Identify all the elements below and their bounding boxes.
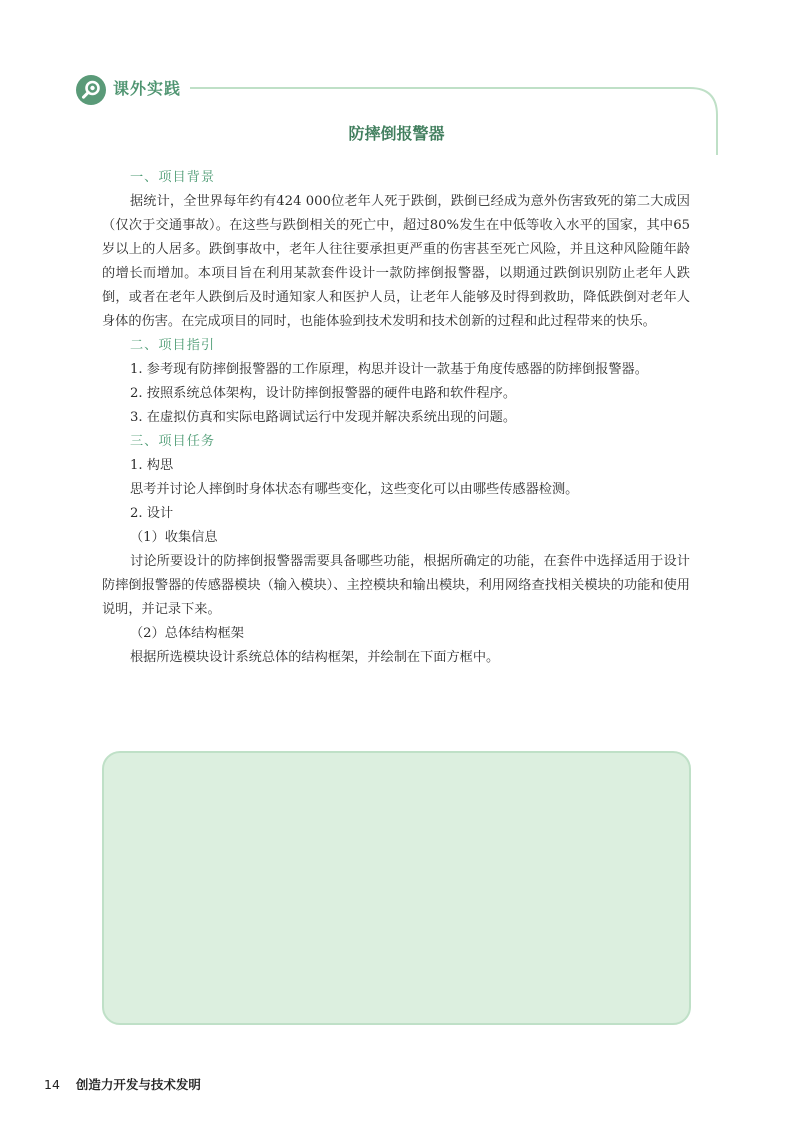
header-rule [190,80,730,160]
page-number: 14 [44,1077,60,1092]
section-heading: 一、项目背景 [130,170,216,185]
body-paragraph: 2. 按照系统总体架构，设计防摔倒报警器的硬件电路和软件程序。 [130,386,517,401]
body-paragraph: 思考并讨论人摔倒时身体状态有哪些变化，这些变化可以由哪些传感器检测。 [130,482,579,497]
magnifier-icon [76,75,106,105]
body-paragraph: 3. 在虚拟仿真和实际电路调试运行中发现并解决系统出现的问题。 [130,410,517,425]
header-badge [76,75,106,105]
drawing-answer-box[interactable] [102,751,691,1025]
section-header-title: 课外实践 [113,79,182,98]
body-paragraph: 1. 构思 [130,458,174,473]
body-paragraph: 讨论所要设计的防摔倒报警器需要具备哪些功能，根据所确定的功能，在套件中选择适用于设计防摔倒报警器的传感器模块（输入模块）、主控模块和输出模块，利用网络查找相关模块的功能和使用说明，并记录下来。 [102,554,690,617]
section-heading: 二、项目指引 [130,338,216,353]
page-footer [44,1075,201,1095]
article-body [102,166,690,670]
body-paragraph: （2）总体结构框架 [130,626,244,641]
book-title: 创造力开发与技术发明 [75,1077,201,1092]
body-paragraph: （1）收集信息 [130,530,218,545]
body-paragraph: 2. 设计 [130,506,174,521]
body-paragraph: 1. 参考现有防摔倒报警器的工作原理，构思并设计一款基于角度传感器的防摔倒报警器。 [130,362,648,377]
body-paragraph: 根据所选模块设计系统总体的结构框架，并绘制在下面方框中。 [130,650,500,665]
body-paragraph: 据统计，全世界每年约有424 000位老年人死于跌倒，跌倒已经成为意外伤害致死的第二大成因（仅次于交通事故）。在这些与跌倒相关的死亡中，超过80%发生在中低等收入水平的国家，其中65岁以上的人居多。跌倒事故中，老年人往往要承担更严重的伤害甚至死亡风险，并且这种风险随年龄的增长而增加。本项目旨在利用某款套件设计一款防摔倒报警器，以期通过跌倒识别防止老年人跌倒，或者在老年人跌倒后及时通知家人和医护人员，让老年人能够及时得到救助，降低跌倒对老年人身体的伤害。在完成项目的同时，也能体验到技术发明和技术创新的过程和此过程带来的快乐。 [102,194,690,329]
article-title: 防摔倒报警器 [348,124,445,143]
section-heading: 三、项目任务 [130,434,216,449]
